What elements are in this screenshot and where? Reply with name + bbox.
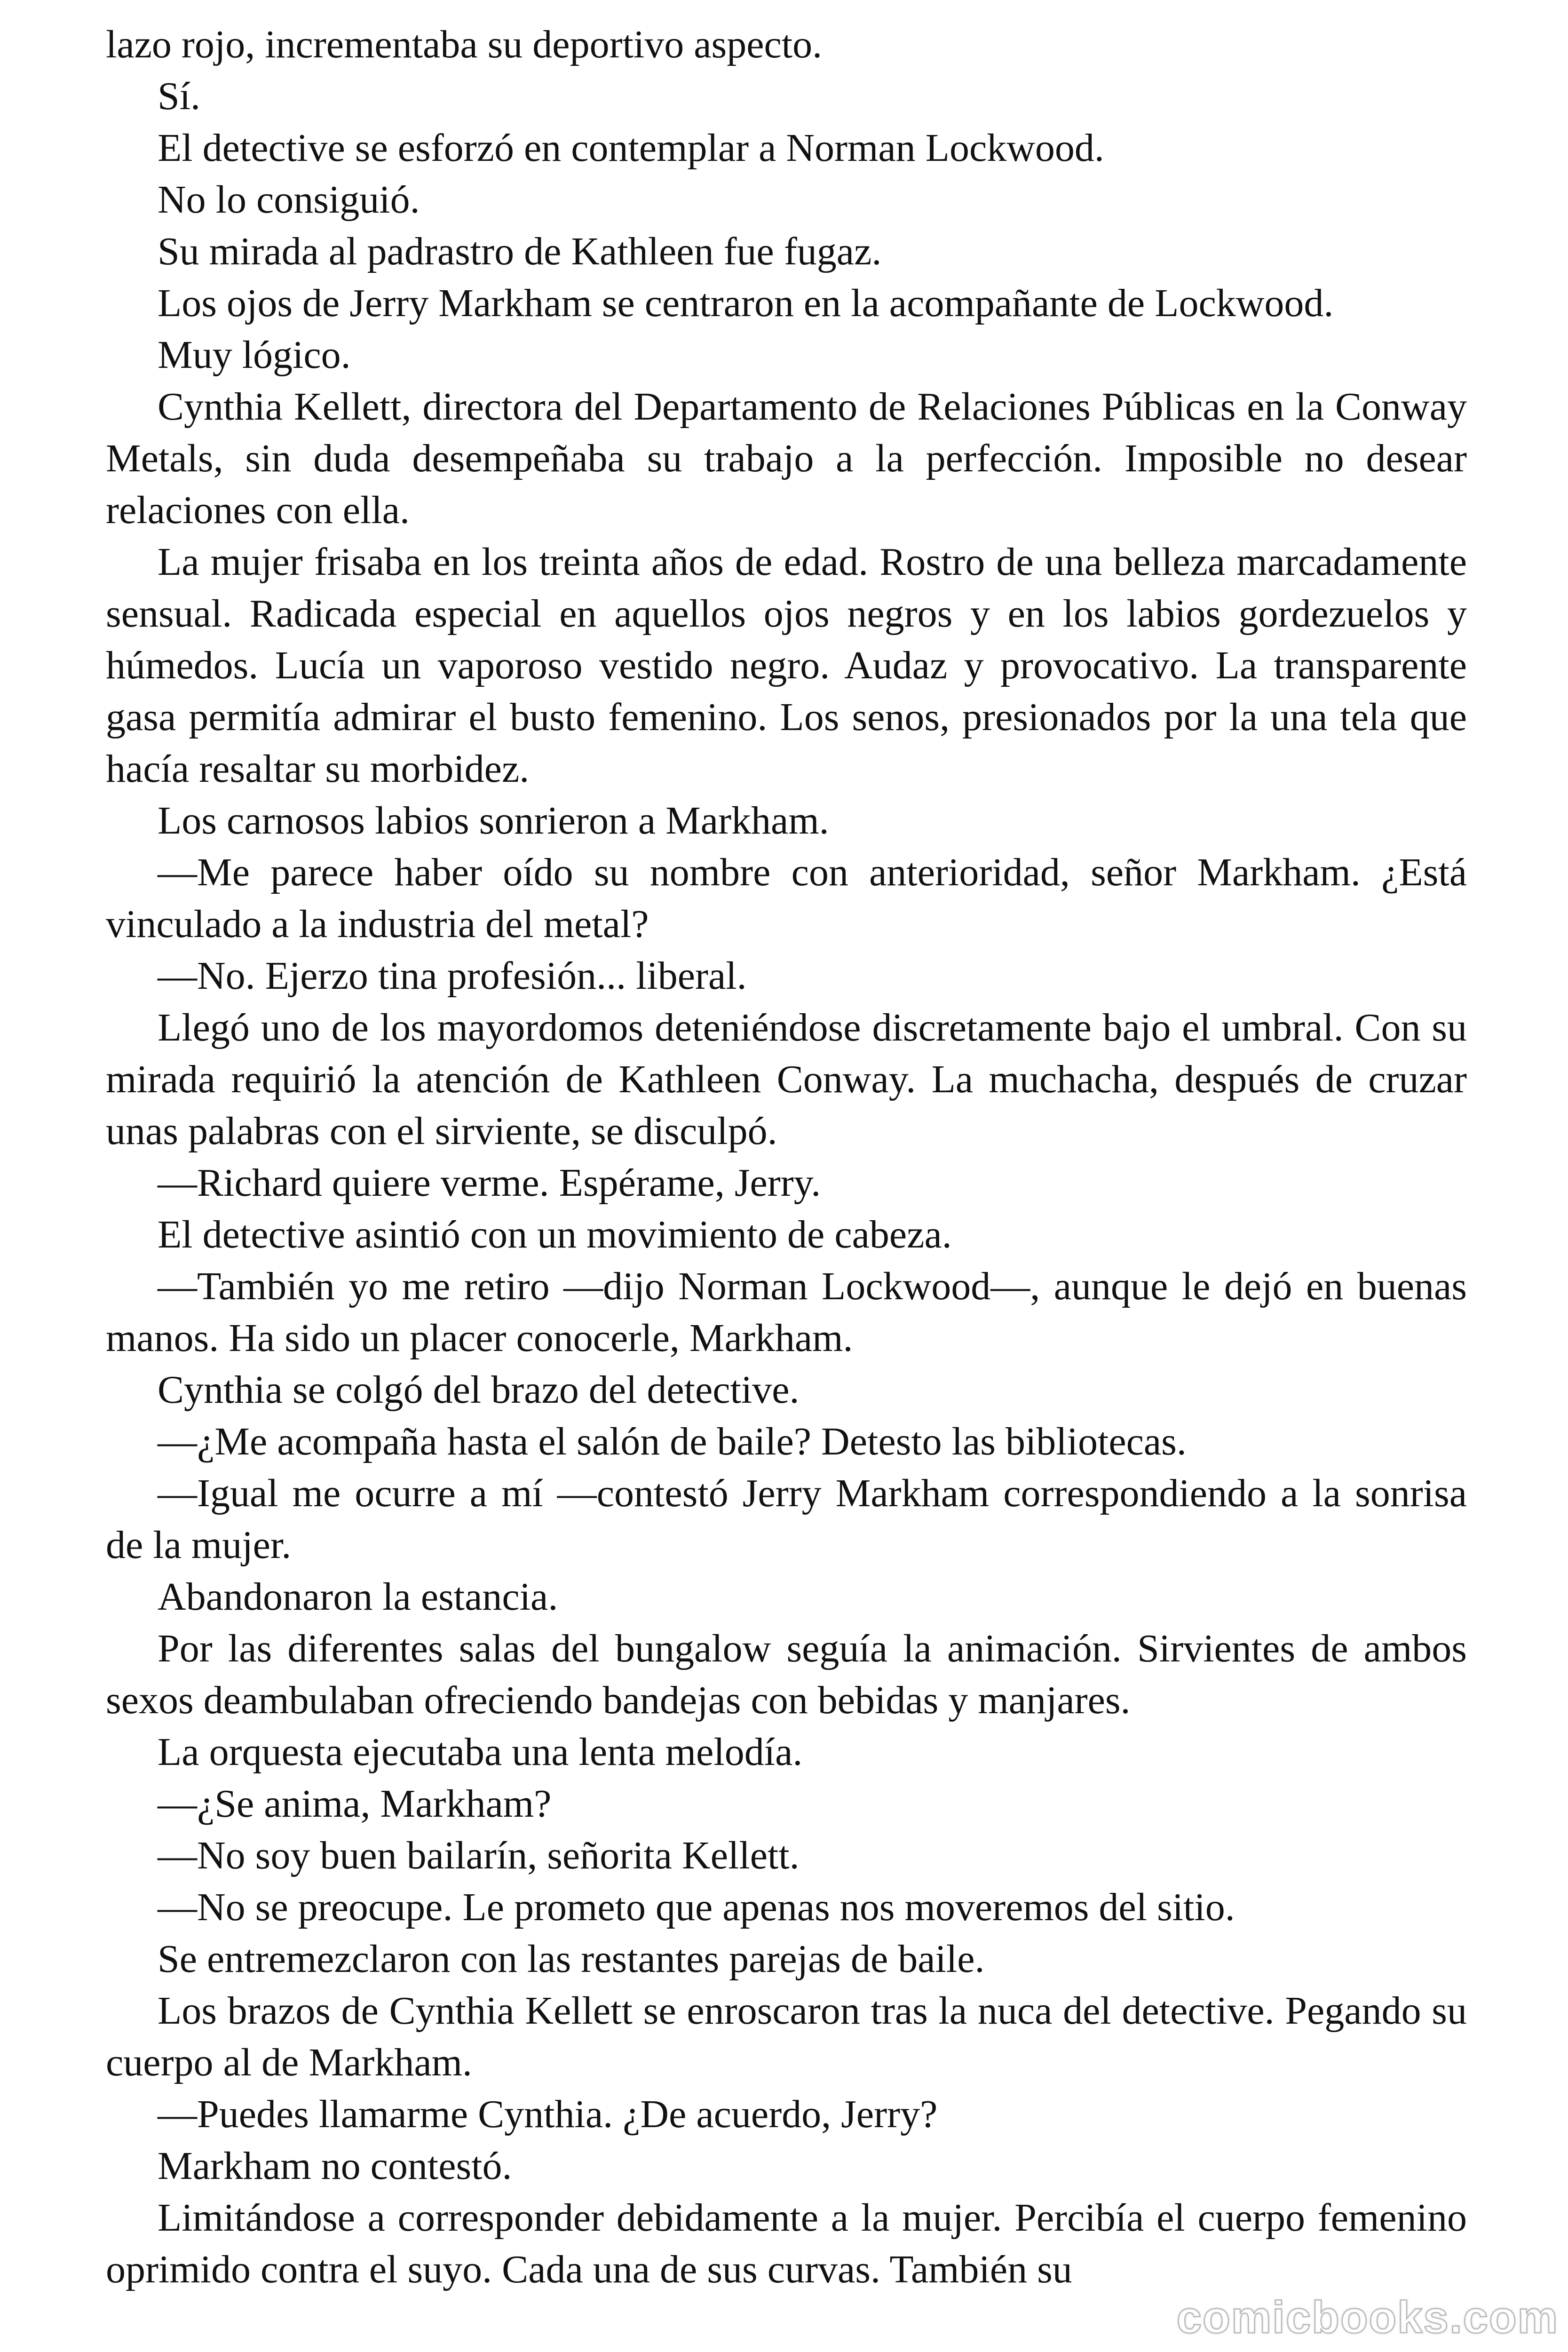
paragraph: El detective se esforzó en contemplar a Norman Lockwood. [158, 126, 1104, 170]
paragraph: La mujer frisaba en los treinta años de edad. Rostro de una belleza marcadamente sensual. Radicada especial en aquellos ojos negros y en los labios gordezuelos y húmedos. Lucía un vaporoso vestido negro. Audaz y provocativo. La transparente gasa permitía admirar el busto femenino. Los senos, presionados por la una tela que hacía resaltar su morbidez. [106, 540, 1467, 791]
dialogue-paragraph: —Puedes llamarme Cynthia. ¿De acuerdo, Jerry? [158, 2092, 938, 2136]
paragraph: Sí. [158, 74, 201, 118]
paragraph: Los carnosos labios sonrieron a Markham. [158, 799, 829, 842]
dialogue-paragraph: —No se preocupe. Le prometo que apenas nos moveremos del sitio. [158, 1885, 1235, 1929]
dialogue-paragraph: —Richard quiere verme. Espérame, Jerry. [158, 1161, 821, 1205]
paragraph: Cynthia Kellett, directora del Departamento de Relaciones Públicas en la Conway Metals, sin duda desempeñaba su trabajo a la perfección. Imposible no desear relaciones con ella. [106, 385, 1467, 532]
dialogue-paragraph: —¿Me acompaña hasta el salón de baile? Detesto las bibliotecas. [158, 1420, 1187, 1463]
body-text [106, 19, 1467, 2296]
paragraph: No lo consiguió. [158, 178, 420, 222]
paragraph: Abandonaron la estancia. [158, 1575, 558, 1619]
paragraph: Los ojos de Jerry Markham se centraron en la acompañante de Lockwood. [158, 281, 1334, 325]
dialogue-paragraph: —No. Ejerzo tina profesión... liberal. [158, 954, 747, 998]
paragraph: Muy lógico. [158, 333, 351, 377]
paragraph: Se entremezclaron con las restantes parejas de baile. [158, 1937, 985, 1981]
paragraph-continuation: lazo rojo, incrementaba su deportivo aspecto. [106, 23, 823, 66]
watermark: comicbooks.com [1176, 2292, 1559, 2343]
dialogue-paragraph: —¿Se anima, Markham? [158, 1782, 552, 1826]
paragraph: Por las diferentes salas del bungalow seguía la animación. Sirvientes de ambos sexos deambulaban ofreciendo bandejas con bebidas y manjares. [106, 1627, 1467, 1722]
paragraph: Cynthia se colgó del brazo del detective. [158, 1368, 800, 1412]
paragraph: Markham no contestó. [158, 2144, 512, 2188]
dialogue-paragraph: —También yo me retiro —dijo Norman Lockwood—, aunque le dejó en buenas manos. Ha sido un placer conocerle, Markham. [106, 1264, 1467, 1360]
paragraph: Su mirada al padrastro de Kathleen fue fugaz. [158, 230, 882, 273]
paragraph: El detective asintió con un movimiento de cabeza. [158, 1213, 952, 1256]
dialogue-paragraph: —No soy buen bailarín, señorita Kellett. [158, 1834, 800, 1877]
dialogue-paragraph: —Me parece haber oído su nombre con anterioridad, señor Markham. ¿Está vinculado a la industria del metal? [106, 850, 1467, 946]
paragraph: Los brazos de Cynthia Kellett se enroscaron tras la nuca del detective. Pegando su cuerpo al de Markham. [106, 1989, 1467, 2084]
dialogue-paragraph: —Igual me ocurre a mí —contestó Jerry Markham correspondiendo a la sonrisa de la mujer. [106, 1471, 1467, 1567]
paragraph: Limitándose a corresponder debidamente a la mujer. Percibía el cuerpo femenino oprimido contra el suyo. Cada una de sus curvas. También su [106, 2196, 1467, 2291]
paragraph: La orquesta ejecutaba una lenta melodía. [158, 1730, 803, 1774]
paragraph: Llegó uno de los mayordomos deteniéndose discretamente bajo el umbral. Con su mirada requirió la atención de Kathleen Conway. La muchacha, después de cruzar unas palabras con el sirviente, se disculpó. [106, 1006, 1467, 1153]
